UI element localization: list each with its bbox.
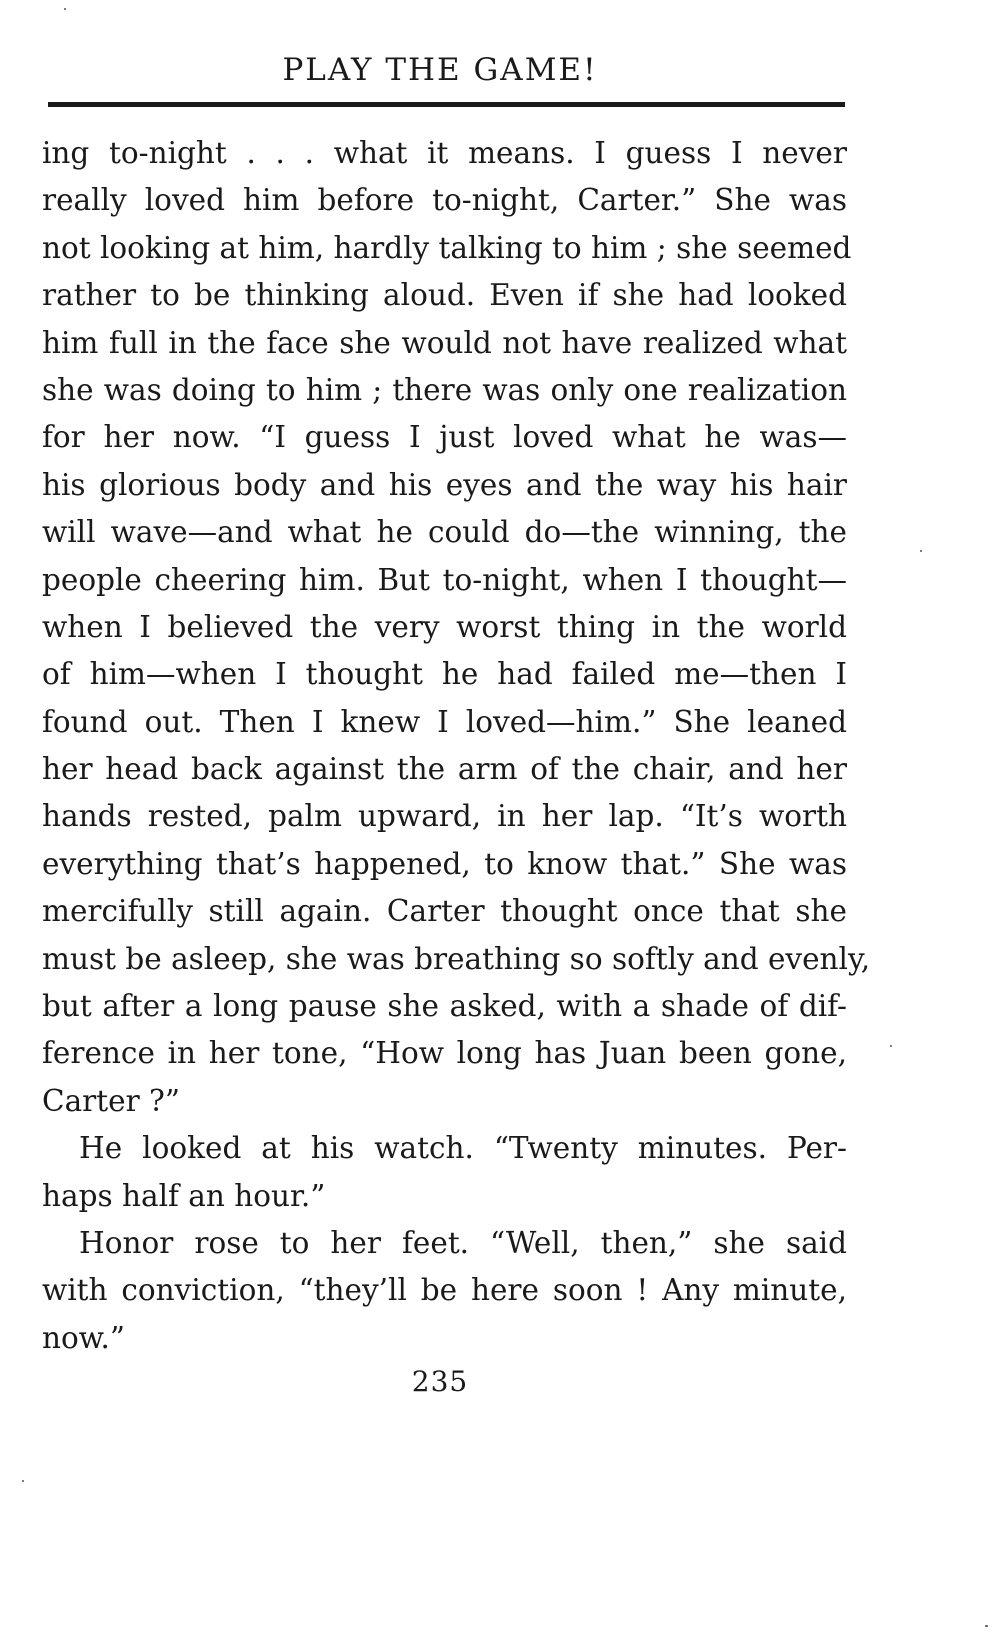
text-line: He looked at his watch. “Twenty minutes. Per- — [79, 1131, 847, 1166]
text-line: Honor rose to her feet. “Well, then,” she said — [79, 1225, 847, 1260]
text-line: everything that’s happened, to know that.” She was — [42, 846, 847, 881]
text-line: hands rested, palm upward, in her lap. “It’s worth — [42, 799, 847, 834]
text-line: people cheering him. But to-night, when I thought— — [42, 562, 847, 597]
text-line: ference in her tone, “How long has Juan been gone, — [42, 1036, 847, 1071]
text-line: when I believed the very worst thing in the world — [42, 609, 847, 644]
text-line: will wave—and what he could do—the winning, the — [42, 515, 847, 550]
header-rule — [48, 102, 845, 107]
text-line: rather to be thinking aloud. Even if she had looked — [42, 278, 847, 313]
text-line: mercifully still again. Carter thought once that she — [42, 894, 847, 929]
text-line: his glorious body and his eyes and the way his hair — [42, 467, 847, 502]
text-line: now.” — [42, 1320, 125, 1355]
text-line: him full in the face she would not have realized what — [42, 325, 847, 360]
scan-speck — [64, 8, 66, 10]
text-line: she was doing to him ; there was only one realization — [42, 372, 847, 407]
text-line: really loved him before to-night, Carter.” She was — [42, 183, 847, 218]
scan-speck — [890, 1045, 892, 1047]
text-line: Carter ?” — [42, 1083, 180, 1118]
body-text — [42, 130, 871, 1362]
scan-speck — [920, 550, 922, 552]
text-line: with conviction, “they’ll be here soon ! Any minute, — [42, 1273, 847, 1308]
text-line: must be asleep, she was breathing so softly and evenly, — [42, 941, 871, 976]
text-line: found out. Then I knew I loved—him.” She leaned — [42, 704, 847, 739]
text-line: haps half an hour.” — [42, 1178, 326, 1213]
text-line: ing to-night . . . what it means. I guess I never — [42, 136, 847, 170]
text-line: her head back against the arm of the chair, and her — [42, 752, 847, 787]
scan-speck — [985, 1625, 988, 1627]
text-line: not looking at him, hardly talking to him ; she seemed — [42, 230, 852, 265]
running-title: PLAY THE GAME! — [282, 52, 598, 88]
text-line: of him—when I thought he had failed me—then I — [42, 657, 847, 692]
text-line: but after a long pause she asked, with a shade of dif- — [42, 989, 847, 1024]
text-line: for her now. “I guess I just loved what he was— — [42, 420, 847, 455]
page-number: 235 — [411, 1365, 469, 1398]
scan-speck — [22, 1480, 24, 1482]
